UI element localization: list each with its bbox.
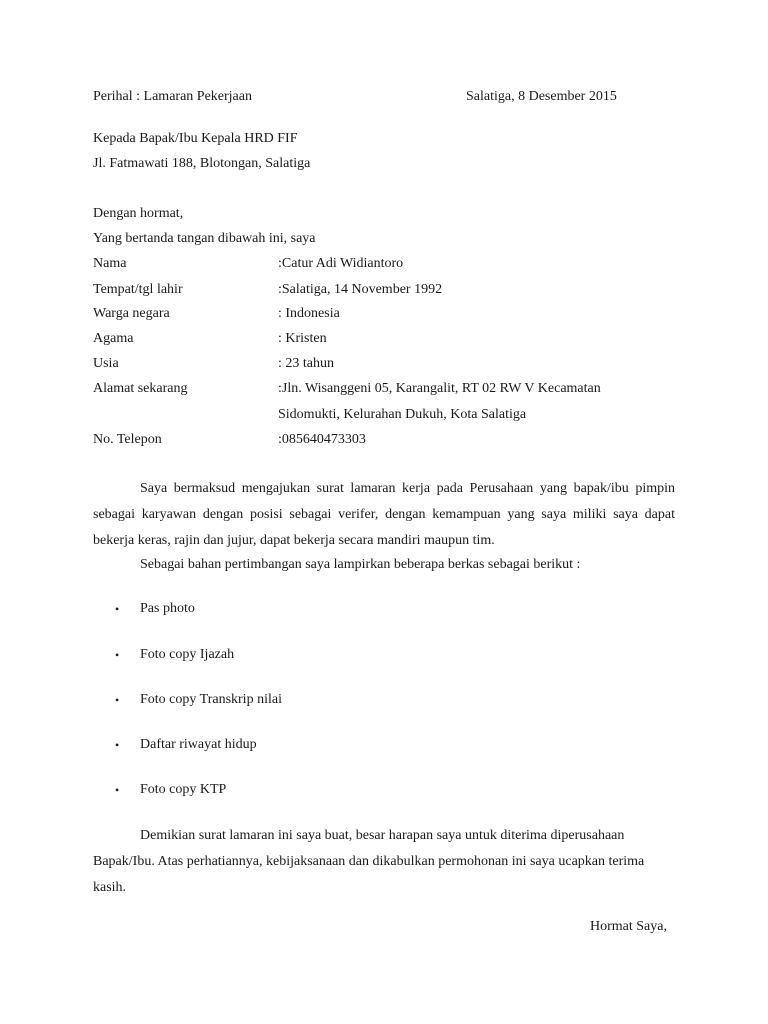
identity-value-birth: :Salatiga, 14 November 1992 <box>278 282 443 297</box>
bullet-icon: • <box>115 783 120 797</box>
recipient-line-1: Kepada Bapak/Ibu Kepala HRD FIF <box>93 131 298 146</box>
place-date: Salatiga, 8 Desember 2015 <box>466 89 617 104</box>
list-item: Foto copy Transkrip nilai <box>140 692 282 707</box>
list-item: Daftar riwayat hidup <box>140 737 257 752</box>
bullet-icon: • <box>115 602 120 616</box>
recipient-line-2: Jl. Fatmawati 188, Blotongan, Salatiga <box>93 156 311 171</box>
list-item: Pas photo <box>140 601 195 616</box>
body-paragraph-2: Sebagai bahan pertimbangan saya lampirkan beberapa berkas sebagai berikut : <box>140 557 581 572</box>
greeting: Dengan hormat, <box>93 206 184 221</box>
identity-value-address: :Jln. Wisanggeni 05, Karangalit, RT 02 RW V Kecamatan <box>278 381 601 396</box>
identity-label-birth: Tempat/tgl lahir <box>93 282 183 297</box>
identity-value-name: :Catur Adi Widiantoro <box>278 256 404 271</box>
identity-value-phone: :085640473303 <box>278 432 366 447</box>
identity-label-name: Nama <box>93 256 127 271</box>
bullet-icon: • <box>115 738 120 752</box>
list-item: Foto copy KTP <box>140 782 227 797</box>
identity-value-nationality: : Indonesia <box>278 306 340 321</box>
identity-label-nationality: Warga negara <box>93 306 170 321</box>
identity-label-phone: No. Telepon <box>93 432 162 447</box>
subject-line: Perihal : Lamaran Pekerjaan <box>93 89 252 104</box>
list-item: Foto copy Ijazah <box>140 647 235 662</box>
signoff: Hormat Saya, <box>590 919 667 934</box>
identity-label-age: Usia <box>93 356 119 371</box>
identity-value-religion: : Kristen <box>278 331 327 346</box>
body-paragraph-1: Saya bermaksud mengajukan surat lamaran kerja pada Perusahaan yang bapak/ibu pimpin sebagai karyawan dengan posisi sebagai verifer, dengan kemampuan yang saya miliki saya dapat bekerja keras, rajin dan jujur, dapat bekerja secara mandiri maupun tim. <box>93 481 675 548</box>
identity-label-address: Alamat sekarang <box>93 381 188 396</box>
identity-label-religion: Agama <box>93 331 134 346</box>
intro-line: Yang bertanda tangan dibawah ini, saya <box>93 231 316 246</box>
bullet-icon: • <box>115 693 120 707</box>
identity-value-address-cont: Sidomukti, Kelurahan Dukuh, Kota Salatiga <box>278 407 527 422</box>
bullet-icon: • <box>115 648 120 662</box>
closing-paragraph: Demikian surat lamaran ini saya buat, besar harapan saya untuk diterima diperusahaan Bapak/Ibu. Atas perhatiannya, kebijaksanaan dan dikabulkan permohonan ini saya ucapkan terima kasih. <box>93 828 645 895</box>
identity-value-age: : 23 tahun <box>278 356 334 371</box>
